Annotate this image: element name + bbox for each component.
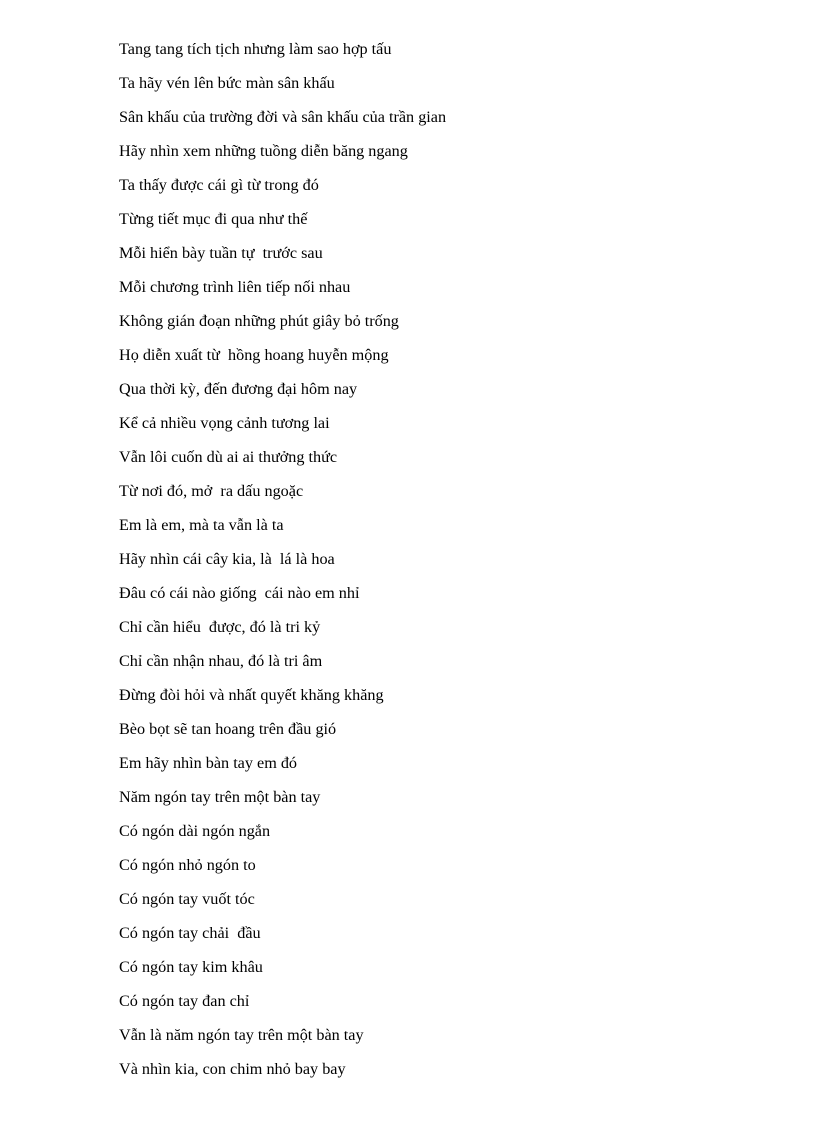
poem-line: Vẫn lôi cuốn dù ai ai thưởng thức xyxy=(119,448,338,466)
poem-line: Đừng đòi hỏi và nhất quyết khăng khăng xyxy=(119,686,384,704)
poem-line: Sân khấu của trường đời và sân khấu của trần gian xyxy=(119,108,447,126)
poem-line: Mỗi hiển bày tuần tự trước sau xyxy=(119,244,323,262)
poem-line: Qua thời kỳ, đến đương đại hôm nay xyxy=(119,380,358,398)
poem-line: Từ nơi đó, mở ra dấu ngoặc xyxy=(119,482,304,500)
poem-line: Đâu có cái nào giống cái nào em nhỉ xyxy=(119,584,360,602)
poem-line: Năm ngón tay trên một bàn tay xyxy=(119,788,321,806)
poem-body xyxy=(119,36,446,1090)
poem-line: Hãy nhìn xem những tuồng diễn băng ngang xyxy=(119,142,408,160)
poem-line: Có ngón tay kim khâu xyxy=(119,958,263,976)
poem-line: Chỉ cần nhận nhau, đó là tri âm xyxy=(119,652,323,670)
poem-line: Kể cả nhiều vọng cảnh tương lai xyxy=(119,414,330,432)
poem-line: Có ngón dài ngón ngắn xyxy=(119,822,271,840)
poem-line: Ta hãy vén lên bức màn sân khấu xyxy=(119,74,335,92)
poem-line: Mỗi chương trình liên tiếp nối nhau xyxy=(119,278,351,296)
poem-line: Không gián đoạn những phút giây bỏ trống xyxy=(119,312,399,330)
poem-line: Và nhìn kia, con chim nhỏ bay bay xyxy=(119,1060,346,1078)
poem-line: Có ngón nhỏ ngón to xyxy=(119,856,256,874)
poem-line: Từng tiết mục đi qua như thế xyxy=(119,210,308,228)
poem-line: Vẫn là năm ngón tay trên một bàn tay xyxy=(119,1026,364,1044)
poem-line: Em hãy nhìn bàn tay em đó xyxy=(119,754,298,772)
poem-line: Có ngón tay đan chỉ xyxy=(119,992,250,1010)
poem-line: Hãy nhìn cái cây kia, là lá là hoa xyxy=(119,550,335,568)
poem-line: Họ diễn xuất từ hồng hoang huyễn mộng xyxy=(119,346,389,364)
poem-line: Chỉ cần hiểu được, đó là tri kỷ xyxy=(119,618,321,636)
poem-line: Bèo bọt sẽ tan hoang trên đầu gió xyxy=(119,720,337,738)
poem-line: Có ngón tay chải đầu xyxy=(119,924,261,942)
poem-line: Em là em, mà ta vẫn là ta xyxy=(119,516,284,534)
poem-line: Có ngón tay vuốt tóc xyxy=(119,890,255,908)
poem-line: Tang tang tích tịch nhưng làm sao hợp tấu xyxy=(119,40,392,58)
poem-line: Ta thấy được cái gì từ trong đó xyxy=(119,176,319,194)
